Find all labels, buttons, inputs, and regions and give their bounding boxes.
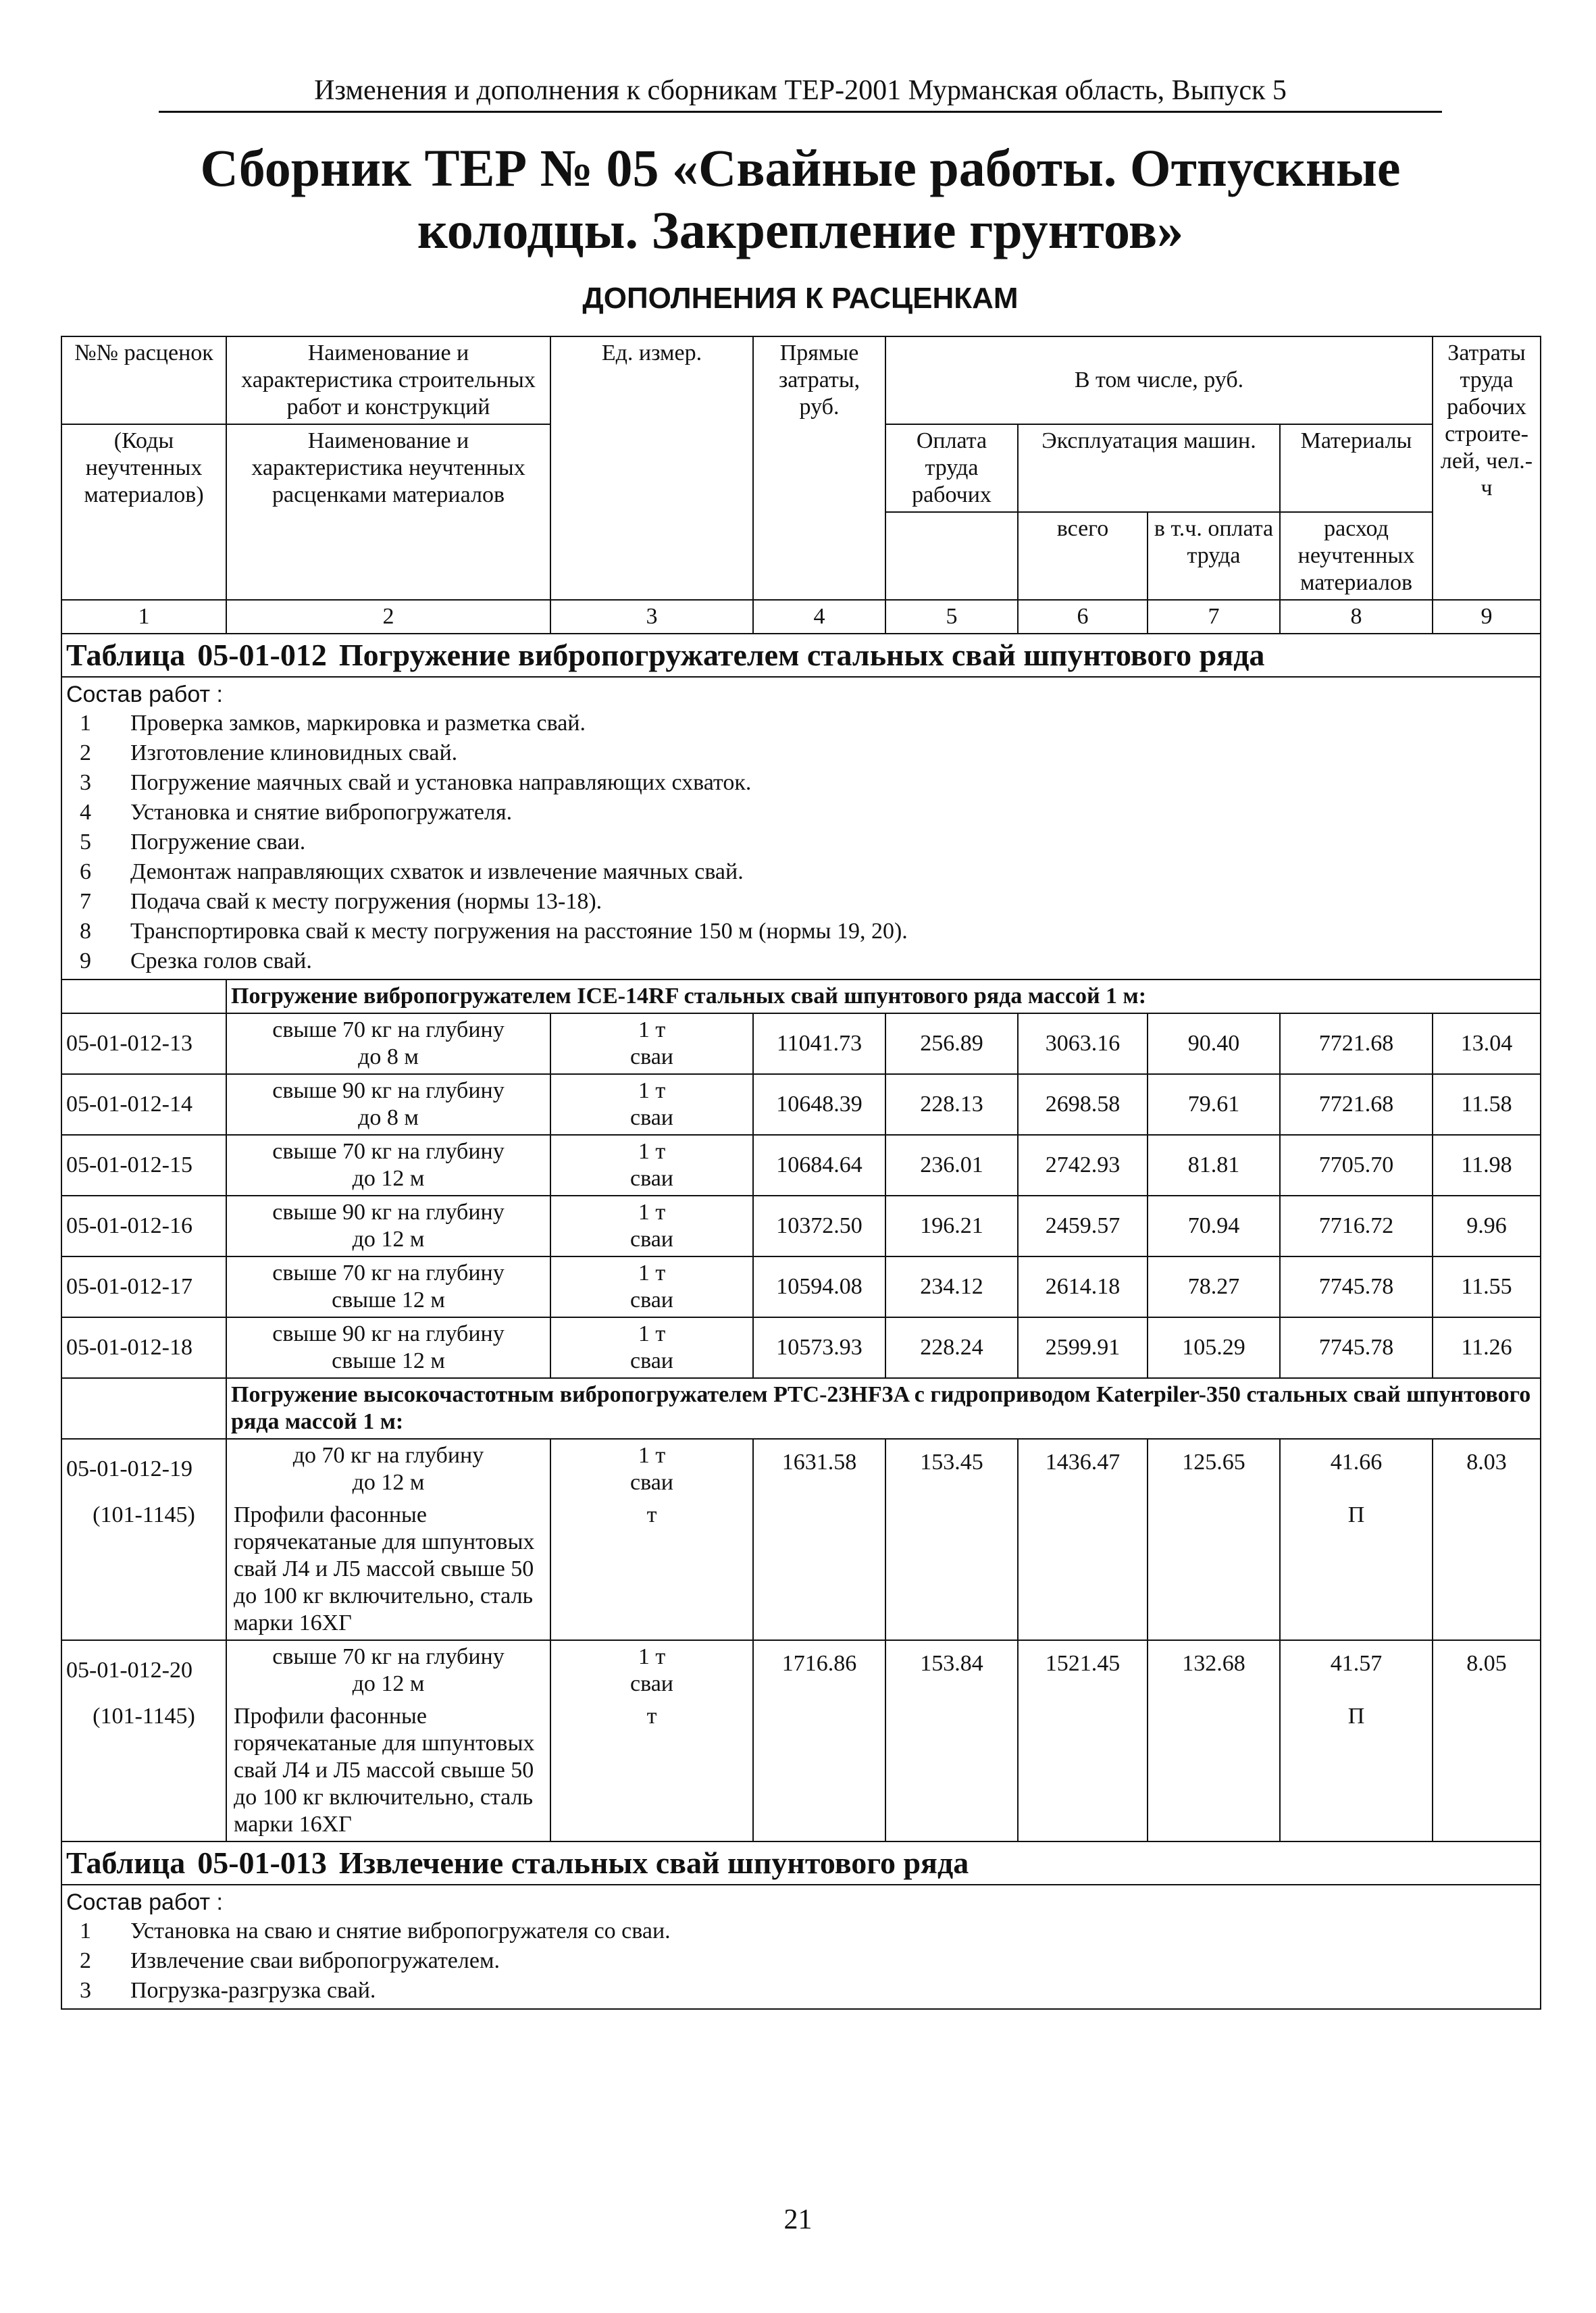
rate-name-line-1: свыше 70 кг на глубину	[272, 1261, 505, 1286]
rate-row	[61, 1439, 1541, 1499]
work-item-text: Погрузка-разгрузка свай.	[130, 1978, 376, 2003]
rate-name	[226, 1439, 550, 1499]
rate-name-line-1: свыше 90 кг на глубину	[272, 1200, 505, 1225]
work-item-number: 2	[80, 740, 91, 765]
rate-name-line-1: свыше 90 кг на глубину	[272, 1321, 505, 1346]
work-item-text: Подача свай к месту погружения (нормы 13-18).	[130, 889, 602, 914]
work-item-text: Погружение маячных свай и установка направляющих схваток.	[130, 770, 752, 795]
work-item	[66, 798, 1536, 828]
table-label: Таблица	[66, 1846, 186, 1880]
work-item-number: 5	[80, 830, 91, 855]
work-item-text: Демонтаж направляющих схваток и извлечение маячных свай.	[130, 859, 744, 884]
column-number: 9	[1433, 600, 1541, 634]
column-number: 2	[226, 600, 550, 634]
work-item	[66, 768, 1536, 798]
work-item	[66, 1916, 1536, 1946]
resource-unit: т	[550, 1700, 753, 1841]
works-list-row	[61, 677, 1541, 980]
work-item-number: 1	[80, 711, 91, 736]
rate-machines-total: 2599.91	[1018, 1317, 1148, 1378]
work-item	[66, 946, 1536, 976]
rate-machines-labor: 70.94	[1148, 1196, 1280, 1256]
rate-direct-costs: 10372.50	[753, 1196, 885, 1256]
rate-labor-pay: 228.24	[885, 1317, 1018, 1378]
resource-blank	[1148, 1700, 1280, 1841]
resource-blank	[1433, 1700, 1541, 1841]
rate-code: 05-01-012-20	[61, 1640, 226, 1700]
resource-blank	[1148, 1499, 1280, 1640]
header-direct-costs: Прямые затраты, руб.	[753, 336, 885, 600]
works-heading: Состав работ :	[66, 682, 223, 707]
rate-direct-costs: 10573.93	[753, 1317, 885, 1378]
column-number: 6	[1018, 600, 1148, 634]
header-machines-total: всего	[1018, 512, 1148, 600]
resource-blank	[753, 1499, 885, 1640]
rate-labor-hours: 11.26	[1433, 1317, 1541, 1378]
rate-name	[226, 1640, 550, 1700]
rate-unit	[550, 1196, 753, 1256]
rate-machines-labor: 79.61	[1148, 1074, 1280, 1135]
rate-name-line-2: до 12 м	[352, 1671, 425, 1696]
resource-quantity: П	[1280, 1700, 1433, 1841]
work-item-text: Изготовление клиновидных свай.	[130, 740, 458, 765]
rate-machines-labor: 90.40	[1148, 1013, 1280, 1074]
rate-labor-pay: 234.12	[885, 1256, 1018, 1317]
subtitle: ДОПОЛНЕНИЯ К РАСЦЕНКАМ	[582, 282, 1019, 315]
rate-name	[226, 1256, 550, 1317]
rate-unit-line-2: сваи	[630, 1227, 673, 1252]
rate-name	[226, 1074, 550, 1135]
rate-unit-line-2: сваи	[630, 1348, 673, 1373]
rate-machines-total: 2614.18	[1018, 1256, 1148, 1317]
rate-labor-hours: 13.04	[1433, 1013, 1541, 1074]
rate-code: 05-01-012-19	[61, 1439, 226, 1499]
rate-unit	[550, 1013, 753, 1074]
rate-row	[61, 1640, 1541, 1700]
rate-unit-line-1: 1 т	[638, 1200, 666, 1225]
table-code: 05-01-012	[197, 638, 327, 672]
rate-materials: 7716.72	[1280, 1196, 1433, 1256]
table-label: Таблица	[66, 638, 186, 672]
group-title-row	[61, 1378, 1541, 1439]
work-item	[66, 857, 1536, 887]
works-list	[61, 1885, 1541, 2009]
header-unit: Ед. измер.	[550, 336, 753, 600]
rate-labor-pay: 153.84	[885, 1640, 1018, 1700]
resource-row	[61, 1499, 1541, 1640]
header-labor-pay: Оплата труда рабочих	[885, 424, 1018, 512]
rate-code: 05-01-012-15	[61, 1135, 226, 1196]
rate-unit-line-2: сваи	[630, 1288, 673, 1313]
header-labor-hours: Затраты труда рабочих строите-лей, чел.-ч	[1433, 336, 1541, 600]
table-code: 05-01-013	[197, 1846, 327, 1880]
rate-labor-hours: 11.98	[1433, 1135, 1541, 1196]
rate-name-line-2: свыше 12 м	[332, 1288, 445, 1313]
rate-direct-costs: 10594.08	[753, 1256, 885, 1317]
rate-direct-costs: 10648.39	[753, 1074, 885, 1135]
column-number: 3	[550, 600, 753, 634]
work-item	[66, 887, 1536, 917]
header-machines: Эксплуатация машин.	[1018, 424, 1280, 512]
rate-row	[61, 1013, 1541, 1074]
resource-blank	[753, 1700, 885, 1841]
rate-labor-pay: 236.01	[885, 1135, 1018, 1196]
work-item-number: 7	[80, 889, 91, 914]
table-title	[61, 634, 1541, 677]
rate-name-line-2: свыше 12 м	[332, 1348, 445, 1373]
rate-row	[61, 1317, 1541, 1378]
resource-blank	[1018, 1499, 1148, 1640]
work-item	[66, 709, 1536, 738]
rate-name-line-2: до 12 м	[352, 1166, 425, 1191]
document-page	[61, 74, 1540, 2010]
rate-machines-labor: 105.29	[1148, 1317, 1280, 1378]
rate-labor-hours: 11.55	[1433, 1256, 1541, 1317]
rate-code: 05-01-012-17	[61, 1256, 226, 1317]
resource-name: Профили фасонные горячекатаные для шпунтовых свай Л4 и Л5 массой свыше 50 до 100 кг включительно, сталь марки 16ХГ	[226, 1499, 550, 1640]
column-number: 7	[1148, 600, 1280, 634]
works-heading: Состав работ :	[66, 1889, 223, 1915]
rates-table	[61, 336, 1541, 2010]
rate-unit-line-1: 1 т	[638, 1139, 666, 1164]
works-list	[61, 677, 1541, 980]
running-header: Изменения и дополнения к сборникам ТЕР-2001 Мурманская область, Выпуск 5	[159, 74, 1442, 113]
rate-code: 05-01-012-13	[61, 1013, 226, 1074]
main-title-line-1: Сборник ТЕР № 05 «Свайные работы. Отпускные	[200, 138, 1401, 197]
rate-name-line-1: до 70 кг на глубину	[292, 1443, 484, 1468]
header-name: Наименование и характеристика строительных работ и конструкций	[226, 336, 550, 424]
work-item-number: 4	[80, 800, 91, 825]
rate-materials: 7745.78	[1280, 1317, 1433, 1378]
resource-blank	[885, 1499, 1018, 1640]
rate-machines-total: 2742.93	[1018, 1135, 1148, 1196]
work-item-text: Погружение сваи.	[130, 830, 306, 855]
rate-labor-pay: 256.89	[885, 1013, 1018, 1074]
group-title-row	[61, 980, 1541, 1013]
rate-name-line-2: до 12 м	[352, 1227, 425, 1252]
works-list-row	[61, 1885, 1541, 2009]
column-number: 1	[61, 600, 226, 634]
rate-labor-hours: 8.05	[1433, 1640, 1541, 1700]
rate-unit	[550, 1439, 753, 1499]
rate-unit-line-2: сваи	[630, 1470, 673, 1495]
work-item-number: 1	[80, 1918, 91, 1943]
rate-name	[226, 1013, 550, 1074]
resource-code: (101-1145)	[61, 1499, 226, 1640]
rate-direct-costs: 1716.86	[753, 1640, 885, 1700]
rate-direct-costs: 11041.73	[753, 1013, 885, 1074]
rate-machines-total: 1521.45	[1018, 1640, 1148, 1700]
rate-row	[61, 1074, 1541, 1135]
work-item	[66, 1946, 1536, 1976]
rate-name-line-1: свыше 70 кг на глубину	[272, 1017, 505, 1042]
work-item-text: Установка на сваю и снятие вибропогружателя со сваи.	[130, 1918, 671, 1943]
rate-row	[61, 1256, 1541, 1317]
resource-row	[61, 1700, 1541, 1841]
rate-unit	[550, 1135, 753, 1196]
rate-unit-line-2: сваи	[630, 1044, 673, 1069]
rate-materials: 41.57	[1280, 1640, 1433, 1700]
rate-unit-line-1: 1 т	[638, 1644, 666, 1669]
rate-row	[61, 1196, 1541, 1256]
rate-machines-labor: 125.65	[1148, 1439, 1280, 1499]
rate-materials: 7705.70	[1280, 1135, 1433, 1196]
group-title-blank	[61, 1378, 226, 1439]
rate-name-line-2: до 8 м	[358, 1044, 419, 1069]
work-item-number: 6	[80, 859, 91, 884]
resource-blank	[885, 1700, 1018, 1841]
work-item-number: 3	[80, 770, 91, 795]
group-title-blank	[61, 980, 226, 1013]
column-number: 8	[1280, 600, 1433, 634]
work-item-text: Срезка голов свай.	[130, 948, 312, 973]
group-title: Погружение вибропогружателем ICE-14RF стальных свай шпунтового ряда массой 1 м:	[226, 980, 1541, 1013]
rate-unit	[550, 1317, 753, 1378]
page-number: 21	[783, 2204, 813, 2235]
work-item-text: Проверка замков, маркировка и разметка свай.	[130, 711, 586, 736]
rate-labor-pay: 228.13	[885, 1074, 1018, 1135]
resource-blank	[1433, 1499, 1541, 1640]
rate-unit-line-2: сваи	[630, 1166, 673, 1191]
column-number: 4	[753, 600, 885, 634]
rate-unit	[550, 1074, 753, 1135]
resource-name: Профили фасонные горячекатаные для шпунтовых свай Л4 и Л5 массой свыше 50 до 100 кг включительно, сталь марки 16ХГ	[226, 1700, 550, 1841]
rate-labor-hours: 11.58	[1433, 1074, 1541, 1135]
header-in-total: В том числе, руб.	[885, 336, 1433, 424]
work-item-text: Извлечение сваи вибропогружателем.	[130, 1948, 500, 1973]
column-numbers-row	[61, 600, 1541, 634]
rate-unit-line-1: 1 т	[638, 1443, 666, 1468]
table-title-row	[61, 634, 1541, 677]
rate-machines-labor: 81.81	[1148, 1135, 1280, 1196]
rate-unit-line-1: 1 т	[638, 1078, 666, 1103]
column-number: 5	[885, 600, 1018, 634]
header-code-bottom: (Коды неучтенных материалов)	[61, 424, 226, 600]
group-title: Погружение высокочастотным вибропогружателем PTC-23HF3A с гидроприводом Katerpiler-350 стальных свай шпунтового ряда массой 1 м:	[226, 1378, 1541, 1439]
table-title	[61, 1841, 1541, 1885]
rate-machines-total: 3063.16	[1018, 1013, 1148, 1074]
rate-code: 05-01-012-16	[61, 1196, 226, 1256]
table-title-row	[61, 1841, 1541, 1885]
resource-quantity: П	[1280, 1499, 1433, 1640]
rate-materials: 7745.78	[1280, 1256, 1433, 1317]
rate-unit-line-1: 1 т	[638, 1017, 666, 1042]
rate-direct-costs: 10684.64	[753, 1135, 885, 1196]
rate-name-line-2: до 8 м	[358, 1105, 419, 1130]
rate-name-line-1: свыше 90 кг на глубину	[272, 1078, 505, 1103]
rate-machines-total: 2459.57	[1018, 1196, 1148, 1256]
resource-code: (101-1145)	[61, 1700, 226, 1841]
rate-name	[226, 1317, 550, 1378]
rate-name	[226, 1196, 550, 1256]
rate-unit	[550, 1640, 753, 1700]
rate-code: 05-01-012-14	[61, 1074, 226, 1135]
table-name: Погружение вибропогружателем стальных свай шпунтового ряда	[338, 638, 1265, 672]
work-item	[66, 917, 1536, 946]
rate-code: 05-01-012-18	[61, 1317, 226, 1378]
rate-direct-costs: 1631.58	[753, 1439, 885, 1499]
rate-materials: 7721.68	[1280, 1074, 1433, 1135]
rate-materials: 41.66	[1280, 1439, 1433, 1499]
work-item	[66, 1976, 1536, 2006]
rate-machines-total: 2698.58	[1018, 1074, 1148, 1135]
work-item-number: 9	[80, 948, 91, 973]
header-blank	[885, 512, 1018, 600]
rate-name-line-1: свыше 70 кг на глубину	[272, 1139, 505, 1164]
table-name: Извлечение стальных свай шпунтового ряда	[338, 1846, 969, 1880]
resource-blank	[1018, 1700, 1148, 1841]
rate-unit	[550, 1256, 753, 1317]
rate-unit-line-1: 1 т	[638, 1321, 666, 1346]
rate-name-line-1: свыше 70 кг на глубину	[272, 1644, 505, 1669]
rate-machines-labor: 132.68	[1148, 1640, 1280, 1700]
rate-labor-pay: 153.45	[885, 1439, 1018, 1499]
header-machines-labor: в т.ч. оплата труда	[1148, 512, 1280, 600]
header-materials: Материалы	[1280, 424, 1433, 512]
work-item	[66, 828, 1536, 857]
work-item-number: 8	[80, 919, 91, 944]
rate-name	[226, 1135, 550, 1196]
rate-machines-total: 1436.47	[1018, 1439, 1148, 1499]
header-code: №№ расценок	[61, 336, 226, 424]
header-name-bottom: Наименование и характеристика неучтенных расценками материалов	[226, 424, 550, 600]
rate-labor-pay: 196.21	[885, 1196, 1018, 1256]
work-item-text: Транспортировка свай к месту погружения на расстояние 150 м (нормы 19, 20).	[130, 919, 908, 944]
work-item-number: 2	[80, 1948, 91, 1973]
rate-name-line-2: до 12 м	[352, 1470, 425, 1495]
work-item	[66, 738, 1536, 768]
header-row-1	[61, 336, 1541, 424]
rate-row	[61, 1135, 1541, 1196]
rate-machines-labor: 78.27	[1148, 1256, 1280, 1317]
rate-labor-hours: 8.03	[1433, 1439, 1541, 1499]
main-title-line-2: колодцы. Закрепление грунтов»	[417, 201, 1184, 259]
resource-unit: т	[550, 1499, 753, 1640]
rate-unit-line-1: 1 т	[638, 1261, 666, 1286]
rate-unit-line-2: сваи	[630, 1671, 673, 1696]
work-item-text: Установка и снятие вибропогружателя.	[130, 800, 513, 825]
rate-unit-line-2: сваи	[630, 1105, 673, 1130]
work-item-number: 3	[80, 1978, 91, 2003]
rate-labor-hours: 9.96	[1433, 1196, 1541, 1256]
rate-materials: 7721.68	[1280, 1013, 1433, 1074]
header-material-usage: расход неучтенных материалов	[1280, 512, 1433, 600]
main-title	[61, 137, 1540, 261]
